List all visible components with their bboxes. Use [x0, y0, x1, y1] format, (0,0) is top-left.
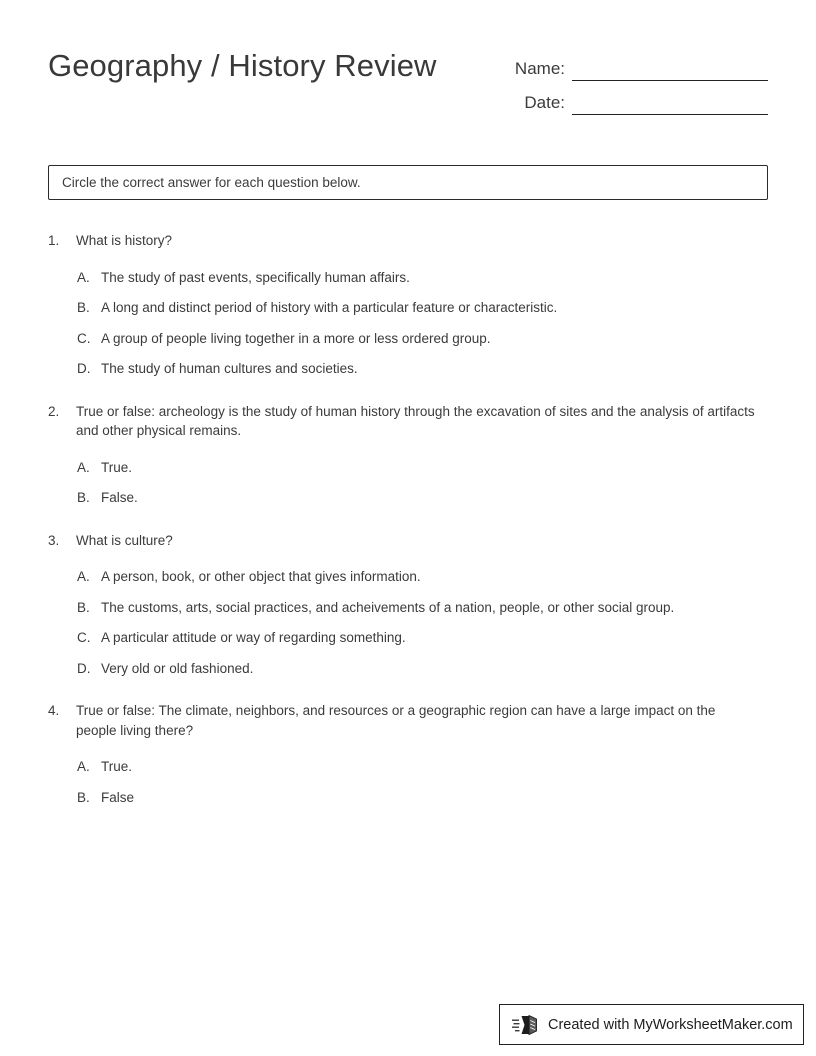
answer-option[interactable] [48, 567, 768, 587]
date-input-line[interactable] [572, 92, 768, 115]
question-row [48, 531, 768, 551]
option-text: The study of past events, specifically human affairs. [101, 269, 410, 285]
questions-list [48, 231, 768, 830]
date-field-label: Date: [524, 93, 565, 112]
option-text: A long and distinct period of history with a particular feature or characteristic. [101, 300, 558, 315]
option-letter: B. [77, 789, 90, 805]
option-text: False. [101, 490, 138, 505]
date-field-row [500, 81, 768, 115]
answer-option[interactable] [48, 268, 768, 288]
option-letter: C. [77, 630, 91, 645]
option-text: False [101, 789, 135, 805]
name-field-row [500, 47, 768, 81]
answer-option[interactable] [48, 359, 768, 379]
question-row [48, 701, 768, 740]
option-text: A particular attitude or way of regarding something. [101, 630, 406, 645]
option-letter: B. [77, 300, 90, 315]
option-text: The study of human cultures and societies. [101, 361, 358, 376]
option-text: The customs, arts, social practices, and acheivements of a nation, people, or other social group. [101, 599, 675, 615]
worksheet-maker-badge[interactable] [499, 1004, 804, 1045]
instruction-text: Circle the correct answer for each question below. [62, 174, 361, 190]
question-text: What is culture? [76, 532, 173, 548]
answer-option[interactable] [48, 298, 768, 318]
badge-text: Created with MyWorksheetMaker.com [548, 1016, 793, 1033]
answer-option[interactable] [48, 659, 768, 679]
question-number: 4. [48, 703, 60, 718]
option-text: A person, book, or other object that gives information. [101, 569, 421, 584]
instruction-box [48, 165, 768, 200]
question-block [48, 402, 768, 508]
name-date-block [500, 47, 768, 115]
answer-option[interactable] [48, 488, 768, 508]
answer-option[interactable] [48, 458, 768, 478]
name-input-line[interactable] [572, 58, 768, 81]
answer-option[interactable] [48, 598, 768, 618]
answer-options [48, 757, 768, 807]
answer-options [48, 567, 768, 678]
question-text: True or false: archeology is the study of human history through the excavation of sites and the analysis of artifacts and other physical remains. [76, 403, 755, 438]
question-block [48, 701, 768, 807]
option-text: A group of people living together in a more or less ordered group. [101, 330, 491, 346]
option-text: True. [101, 459, 133, 475]
question-text: True or false: The climate, neighbors, and resources or a geographic region can have a large impact on the people living there? [76, 703, 716, 738]
option-letter: B. [77, 599, 90, 615]
question-text: What is history? [76, 233, 173, 248]
question-row [48, 402, 768, 441]
option-letter: A. [77, 569, 90, 584]
option-letter: A. [77, 269, 90, 285]
option-letter: A. [77, 459, 90, 475]
option-text: True. [101, 759, 133, 774]
option-letter: B. [77, 490, 90, 505]
answer-option[interactable] [48, 628, 768, 648]
question-number: 3. [48, 532, 60, 548]
question-block [48, 531, 768, 679]
option-letter: A. [77, 759, 90, 774]
worksheet-header [48, 44, 768, 124]
name-field-label: Name: [514, 59, 565, 78]
option-text: Very old or old fashioned. [101, 660, 254, 676]
question-number: 1. [48, 233, 60, 248]
answer-option[interactable] [48, 757, 768, 777]
question-row [48, 231, 768, 251]
answer-options [48, 458, 768, 508]
answer-option[interactable] [48, 788, 768, 808]
question-number: 2. [48, 403, 60, 419]
question-block [48, 231, 768, 379]
answer-options [48, 268, 768, 379]
option-letter: D. [77, 361, 91, 376]
answer-option[interactable] [48, 329, 768, 349]
page-title: Geography / History Review [48, 48, 437, 83]
option-letter: D. [77, 660, 91, 676]
worksheet-maker-logo-icon [512, 1013, 542, 1037]
option-letter: C. [77, 330, 91, 346]
